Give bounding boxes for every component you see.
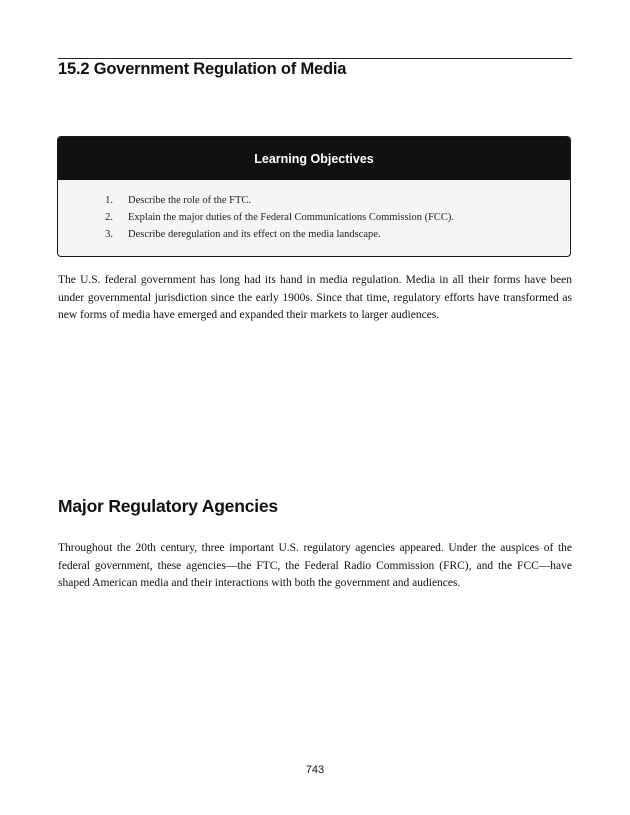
page-number: 743 <box>305 764 325 776</box>
agencies-paragraph: Throughout the 20th century, three important U.S. regulatory agencies appeared. Under the auspices of the federal government, these agencies—the FTC, the Federal Radio Commission (FRC), and the FCC—have shaped American media and their interactions with both the government and audiences. <box>58 542 572 589</box>
learning-objectives-list <box>58 192 570 243</box>
subheading-major-regulatory-agencies: Major Regulatory Agencies <box>58 496 278 516</box>
list-item-number: 1. <box>105 195 113 206</box>
intro-paragraph: The U.S. federal government has long had its hand in media regulation. Media in all their forms have been under governmental jurisdiction since the early 1900s. Since that time, regulatory efforts have transformed as new forms of media have emerged and expanded their markets to larger audiences. <box>58 274 572 321</box>
list-item <box>58 226 570 243</box>
section-title: 15.2 Government Regulation of Media <box>58 60 347 78</box>
list-item-text: Explain the major duties of the Federal Communications Commission (FCC). <box>128 212 455 223</box>
list-item <box>58 209 570 226</box>
list-item-text: Describe deregulation and its effect on the media landscape. <box>128 229 381 240</box>
list-item-text: Describe the role of the FTC. <box>128 195 252 206</box>
top-rule <box>58 58 572 59</box>
list-item <box>58 192 570 209</box>
learning-objectives-heading: Learning Objectives <box>58 137 570 180</box>
list-item-number: 2. <box>105 212 113 223</box>
learning-objectives-box <box>57 136 571 257</box>
list-item-number: 3. <box>105 229 113 240</box>
